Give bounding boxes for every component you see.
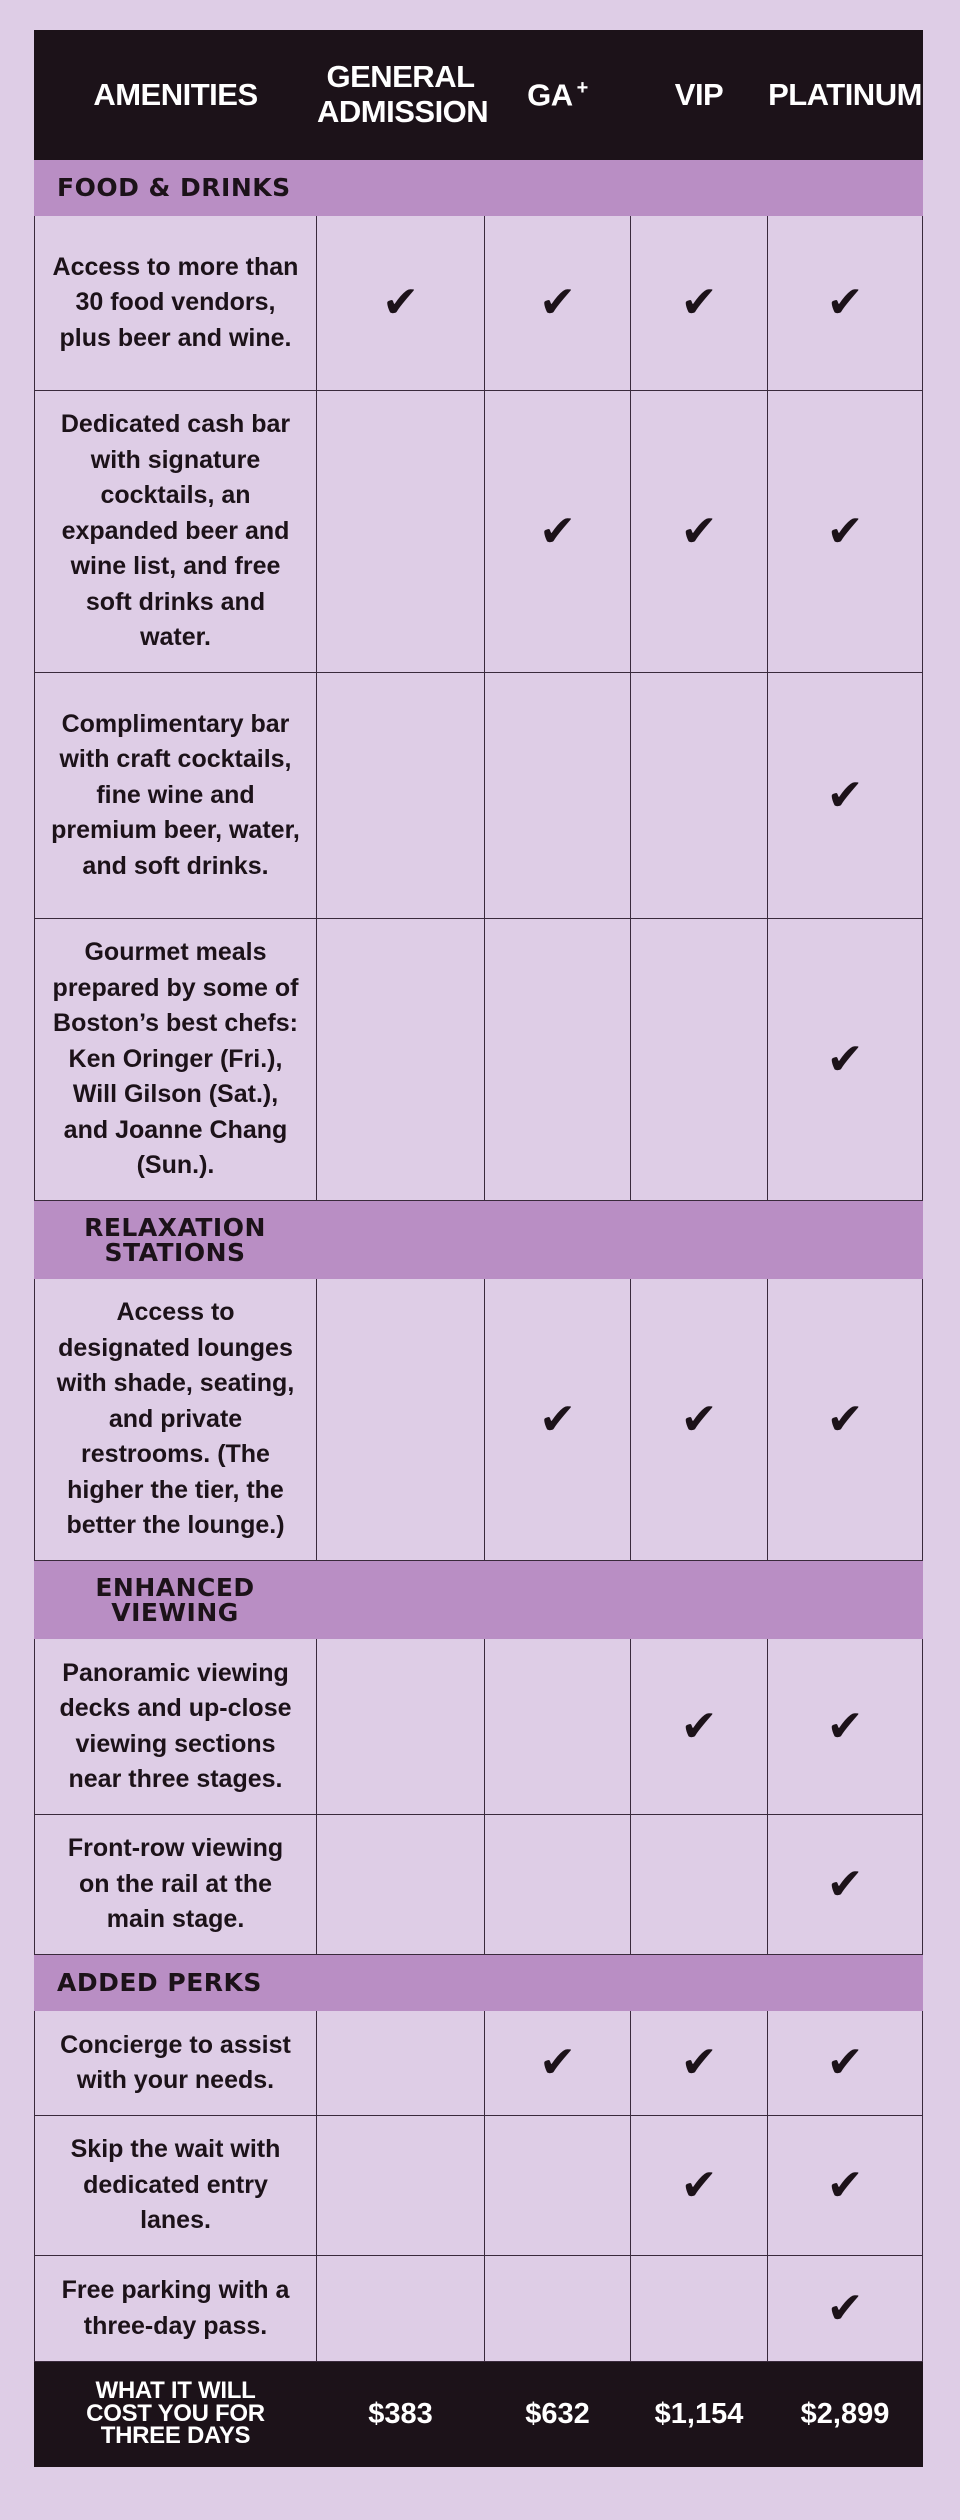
general-admission-header-line2: ADMISSION	[317, 94, 489, 129]
tier-cell-ga-plus	[485, 1279, 631, 1561]
section-title	[35, 1212, 315, 1267]
ga-plus-header	[485, 31, 631, 160]
section-title-line1: ENHANCED	[95, 1572, 255, 1602]
header-row	[35, 31, 923, 160]
checkmark-icon: ✔	[826, 505, 864, 557]
ticket-tier-comparison-table	[34, 30, 923, 2467]
tier-cell-vip	[631, 1279, 768, 1561]
tier-cell-ga-plus	[485, 391, 631, 673]
tier-cell-vip	[631, 2011, 768, 2116]
amenity-row	[35, 1639, 923, 1815]
checkmark-icon: ✔	[680, 1393, 718, 1445]
vip-header	[631, 31, 768, 160]
amenity-description: Complimentary bar with craft cocktails, fine wine and premium beer, water, and soft drinks.	[35, 673, 317, 919]
tier-cell-vip	[631, 2256, 768, 2362]
ga-plus-header-plus: +	[576, 76, 588, 99]
checkmark-icon: ✔	[382, 277, 419, 328]
checkmark-icon: ✔	[539, 277, 576, 328]
amenity-row	[35, 2256, 923, 2362]
checkmark-icon: ✔	[680, 505, 718, 557]
tier-cell-general-admission	[317, 1639, 485, 1815]
checkmark-icon: ✔	[826, 1393, 864, 1445]
checkmark-icon: ✔	[826, 1033, 864, 1085]
tier-cell-platinum	[768, 1279, 923, 1561]
section-title	[35, 175, 922, 200]
amenity-description: Free parking with a three-day pass.	[35, 2256, 317, 2362]
section-title-cell	[35, 160, 923, 216]
price-vip: $1,154	[631, 2362, 768, 2467]
amenities-header	[35, 31, 317, 160]
table-body	[35, 160, 923, 2362]
tier-cell-general-admission	[317, 2256, 485, 2362]
checkmark-icon: ✔	[826, 769, 864, 821]
amenity-row	[35, 1279, 923, 1561]
amenity-description: Access to more than 30 food vendors, plus beer and wine.	[35, 216, 317, 391]
price-ga-plus: $632	[485, 2362, 631, 2467]
section-header-added-perks	[35, 1955, 923, 2011]
tier-cell-vip	[631, 919, 768, 1201]
tier-cell-vip	[631, 216, 768, 391]
checkmark-icon: ✔	[826, 277, 864, 328]
checkmark-icon: ✔	[680, 2159, 718, 2211]
tier-cell-vip	[631, 1639, 768, 1815]
tier-cell-general-admission	[317, 216, 485, 391]
cost-label-line1: WHAT IT WILL	[95, 2376, 256, 2404]
tier-cell-platinum	[768, 2256, 923, 2362]
amenity-description: Front-row viewing on the rail at the main stage.	[35, 1815, 317, 1955]
section-title-line1: FOOD & DRINKS	[57, 173, 291, 202]
platinum-header-label: PLATINUM	[768, 76, 922, 112]
section-header-food-and-drinks	[35, 160, 923, 216]
section-title-cell	[35, 1201, 923, 1279]
general-admission-header-line1: GENERAL	[326, 59, 475, 95]
checkmark-icon: ✔	[539, 505, 576, 557]
platinum-header	[768, 31, 923, 160]
tier-cell-general-admission	[317, 2116, 485, 2256]
section-title-cell	[35, 1561, 923, 1639]
tier-cell-ga-plus	[485, 1815, 631, 1955]
section-title-line2: VIEWING	[111, 1597, 239, 1627]
tier-cell-ga-plus	[485, 216, 631, 391]
ga-plus-header-label: GA	[527, 77, 573, 113]
cost-label	[35, 2362, 317, 2467]
amenity-row	[35, 391, 923, 673]
amenity-description: Dedicated cash bar with signature cocktails, an expanded beer and wine list, and free soft drinks and water.	[35, 391, 317, 673]
tier-cell-platinum	[768, 216, 923, 391]
tier-cell-ga-plus	[485, 2116, 631, 2256]
amenity-description: Panoramic viewing decks and up-close viewing sections near three stages.	[35, 1639, 317, 1815]
tier-cell-general-admission	[317, 2011, 485, 2116]
checkmark-icon: ✔	[680, 2037, 718, 2088]
amenity-row	[35, 1815, 923, 1955]
checkmark-icon: ✔	[826, 2282, 864, 2334]
checkmark-icon: ✔	[680, 277, 718, 328]
section-title-cell	[35, 1955, 923, 2011]
vip-header-label: VIP	[674, 76, 724, 112]
section-header-enhanced-viewing	[35, 1561, 923, 1639]
amenity-description: Skip the wait with dedicated entry lanes.	[35, 2116, 317, 2256]
tier-cell-vip	[631, 673, 768, 919]
amenity-row	[35, 673, 923, 919]
tier-cell-general-admission	[317, 673, 485, 919]
amenity-row	[35, 216, 923, 391]
tier-cell-ga-plus	[485, 919, 631, 1201]
tier-cell-general-admission	[317, 391, 485, 673]
amenity-description: Concierge to assist with your needs.	[35, 2011, 317, 2116]
section-title-line2: STATIONS	[104, 1237, 246, 1267]
amenity-description: Gourmet meals prepared by some of Boston’s best chefs: Ken Oringer (Fri.), Will Gilson (Sat.), and Joanne Chang (Sun.).	[35, 919, 317, 1201]
general-admission-header	[317, 31, 489, 160]
checkmark-icon: ✔	[826, 2037, 864, 2088]
section-title	[35, 1572, 315, 1627]
cost-label-line3: THREE DAYS	[100, 2422, 251, 2450]
tier-cell-vip	[631, 1815, 768, 1955]
tier-cell-platinum	[768, 919, 923, 1201]
price-platinum: $2,899	[768, 2362, 923, 2467]
tier-cell-vip	[631, 391, 768, 673]
cost-label-line2: COST YOU FOR	[86, 2399, 265, 2427]
tier-cell-ga-plus	[485, 673, 631, 919]
tier-cell-vip	[631, 2116, 768, 2256]
tier-cell-platinum	[768, 391, 923, 673]
checkmark-icon: ✔	[680, 1700, 718, 1752]
section-header-relaxation-stations	[35, 1201, 923, 1279]
cost-row	[35, 2362, 923, 2467]
checkmark-icon: ✔	[826, 1858, 864, 1910]
tier-cell-platinum	[768, 1639, 923, 1815]
amenity-row	[35, 2011, 923, 2116]
price-general-admission: $383	[317, 2362, 485, 2467]
section-title	[35, 1970, 922, 1995]
amenity-row	[35, 2116, 923, 2256]
tier-cell-platinum	[768, 2116, 923, 2256]
tier-cell-ga-plus	[485, 1639, 631, 1815]
tier-cell-general-admission	[317, 1815, 485, 1955]
checkmark-icon: ✔	[826, 2159, 864, 2211]
tier-cell-platinum	[768, 673, 923, 919]
section-title-line1: ADDED PERKS	[57, 1968, 262, 1997]
tier-cell-ga-plus	[485, 2011, 631, 2116]
checkmark-icon: ✔	[826, 1700, 864, 1752]
section-title-line1: RELAXATION	[84, 1212, 266, 1242]
tier-cell-general-admission	[317, 919, 485, 1201]
amenity-description: Access to designated lounges with shade, seating, and private restrooms. (The higher the tier, the better the lounge.)	[35, 1279, 317, 1561]
checkmark-icon: ✔	[539, 2037, 576, 2088]
checkmark-icon: ✔	[539, 1393, 576, 1445]
tier-cell-platinum	[768, 1815, 923, 1955]
tier-cell-general-admission	[317, 1279, 485, 1561]
tier-cell-ga-plus	[485, 2256, 631, 2362]
amenities-header-label: AMENITIES	[93, 76, 258, 112]
amenity-row	[35, 919, 923, 1201]
tier-cell-platinum	[768, 2011, 923, 2116]
